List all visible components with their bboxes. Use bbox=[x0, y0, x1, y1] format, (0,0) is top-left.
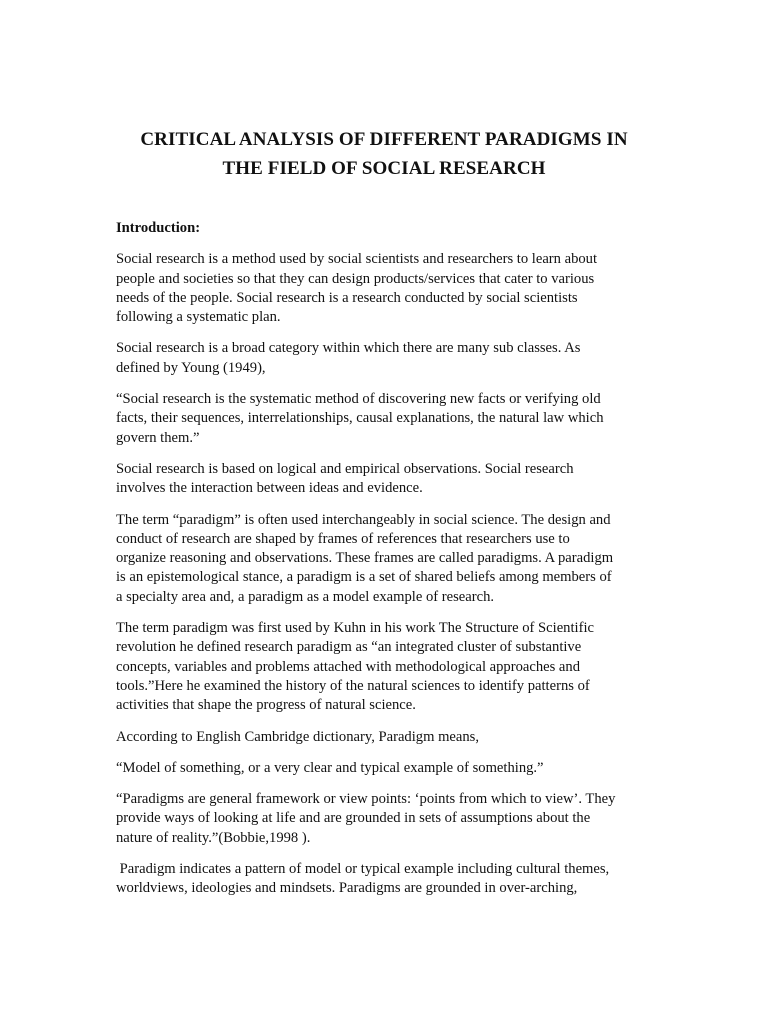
paragraph-6: According to English Cambridge dictionary, Paradigm means, bbox=[116, 728, 480, 745]
quote-cambridge-definition: “Model of something, or a very clear and typical example of something.” bbox=[116, 759, 544, 776]
quote-bobbie-1998: “Paradigms are general framework or view points: ‘points from which to view’. They provide ways of looking at life and are grounded in sets of assumptions about the nature of reality.”(Bobbie,1998 ). bbox=[116, 791, 616, 846]
paragraph-3: Social research is based on logical and empirical observations. Social research involves the interaction between ideas and evidence. bbox=[116, 460, 574, 497]
paragraph-1: Social research is a method used by social scientists and researchers to learn about people and societies so that they can design products/services that cater to various needs of the people. Social research is a research conducted by social scientists following a systematic plan. bbox=[116, 251, 598, 326]
document-title bbox=[100, 125, 668, 183]
paragraph-4: The term “paradigm” is often used interchangeably in social science. The design and conduct of research are shaped by frames of references that researchers use to organize reasoning and observations. These frames are called paradigms. A paradigm is an epistemological stance, a paradigm is a set of shared beliefs among members of a specialty area and, a paradigm as a model example of research. bbox=[116, 511, 614, 605]
paragraph-5: The term paradigm was first used by Kuhn in his work The Structure of Scientific revolution he defined research paradigm as “an integrated cluster of substantive concepts, variables and problems attached with methodological approaches and tools.”Here he examined the history of the natural sciences to identify patterns of activities that shape the progress of natural science. bbox=[116, 620, 594, 714]
title-line-1: CRITICAL ANALYSIS OF DIFFERENT PARADIGMS IN bbox=[140, 129, 628, 150]
quote-young-1949: “Social research is the systematic method of discovering new facts or verifying old facts, their sequences, interrelationships, causal explanations, the natural law which govern them.” bbox=[116, 391, 604, 446]
document-body bbox=[116, 219, 656, 911]
title-line-2: THE FIELD OF SOCIAL RESEARCH bbox=[222, 158, 546, 179]
section-heading-introduction: Introduction: bbox=[116, 220, 201, 236]
paragraph-7: Paradigm indicates a pattern of model or typical example including cultural themes, worldviews, ideologies and mindsets. Paradigms are grounded in over-arching, bbox=[116, 861, 610, 897]
paragraph-2: Social research is a broad category within which there are many sub classes. As defined by Young (1949), bbox=[116, 340, 581, 376]
